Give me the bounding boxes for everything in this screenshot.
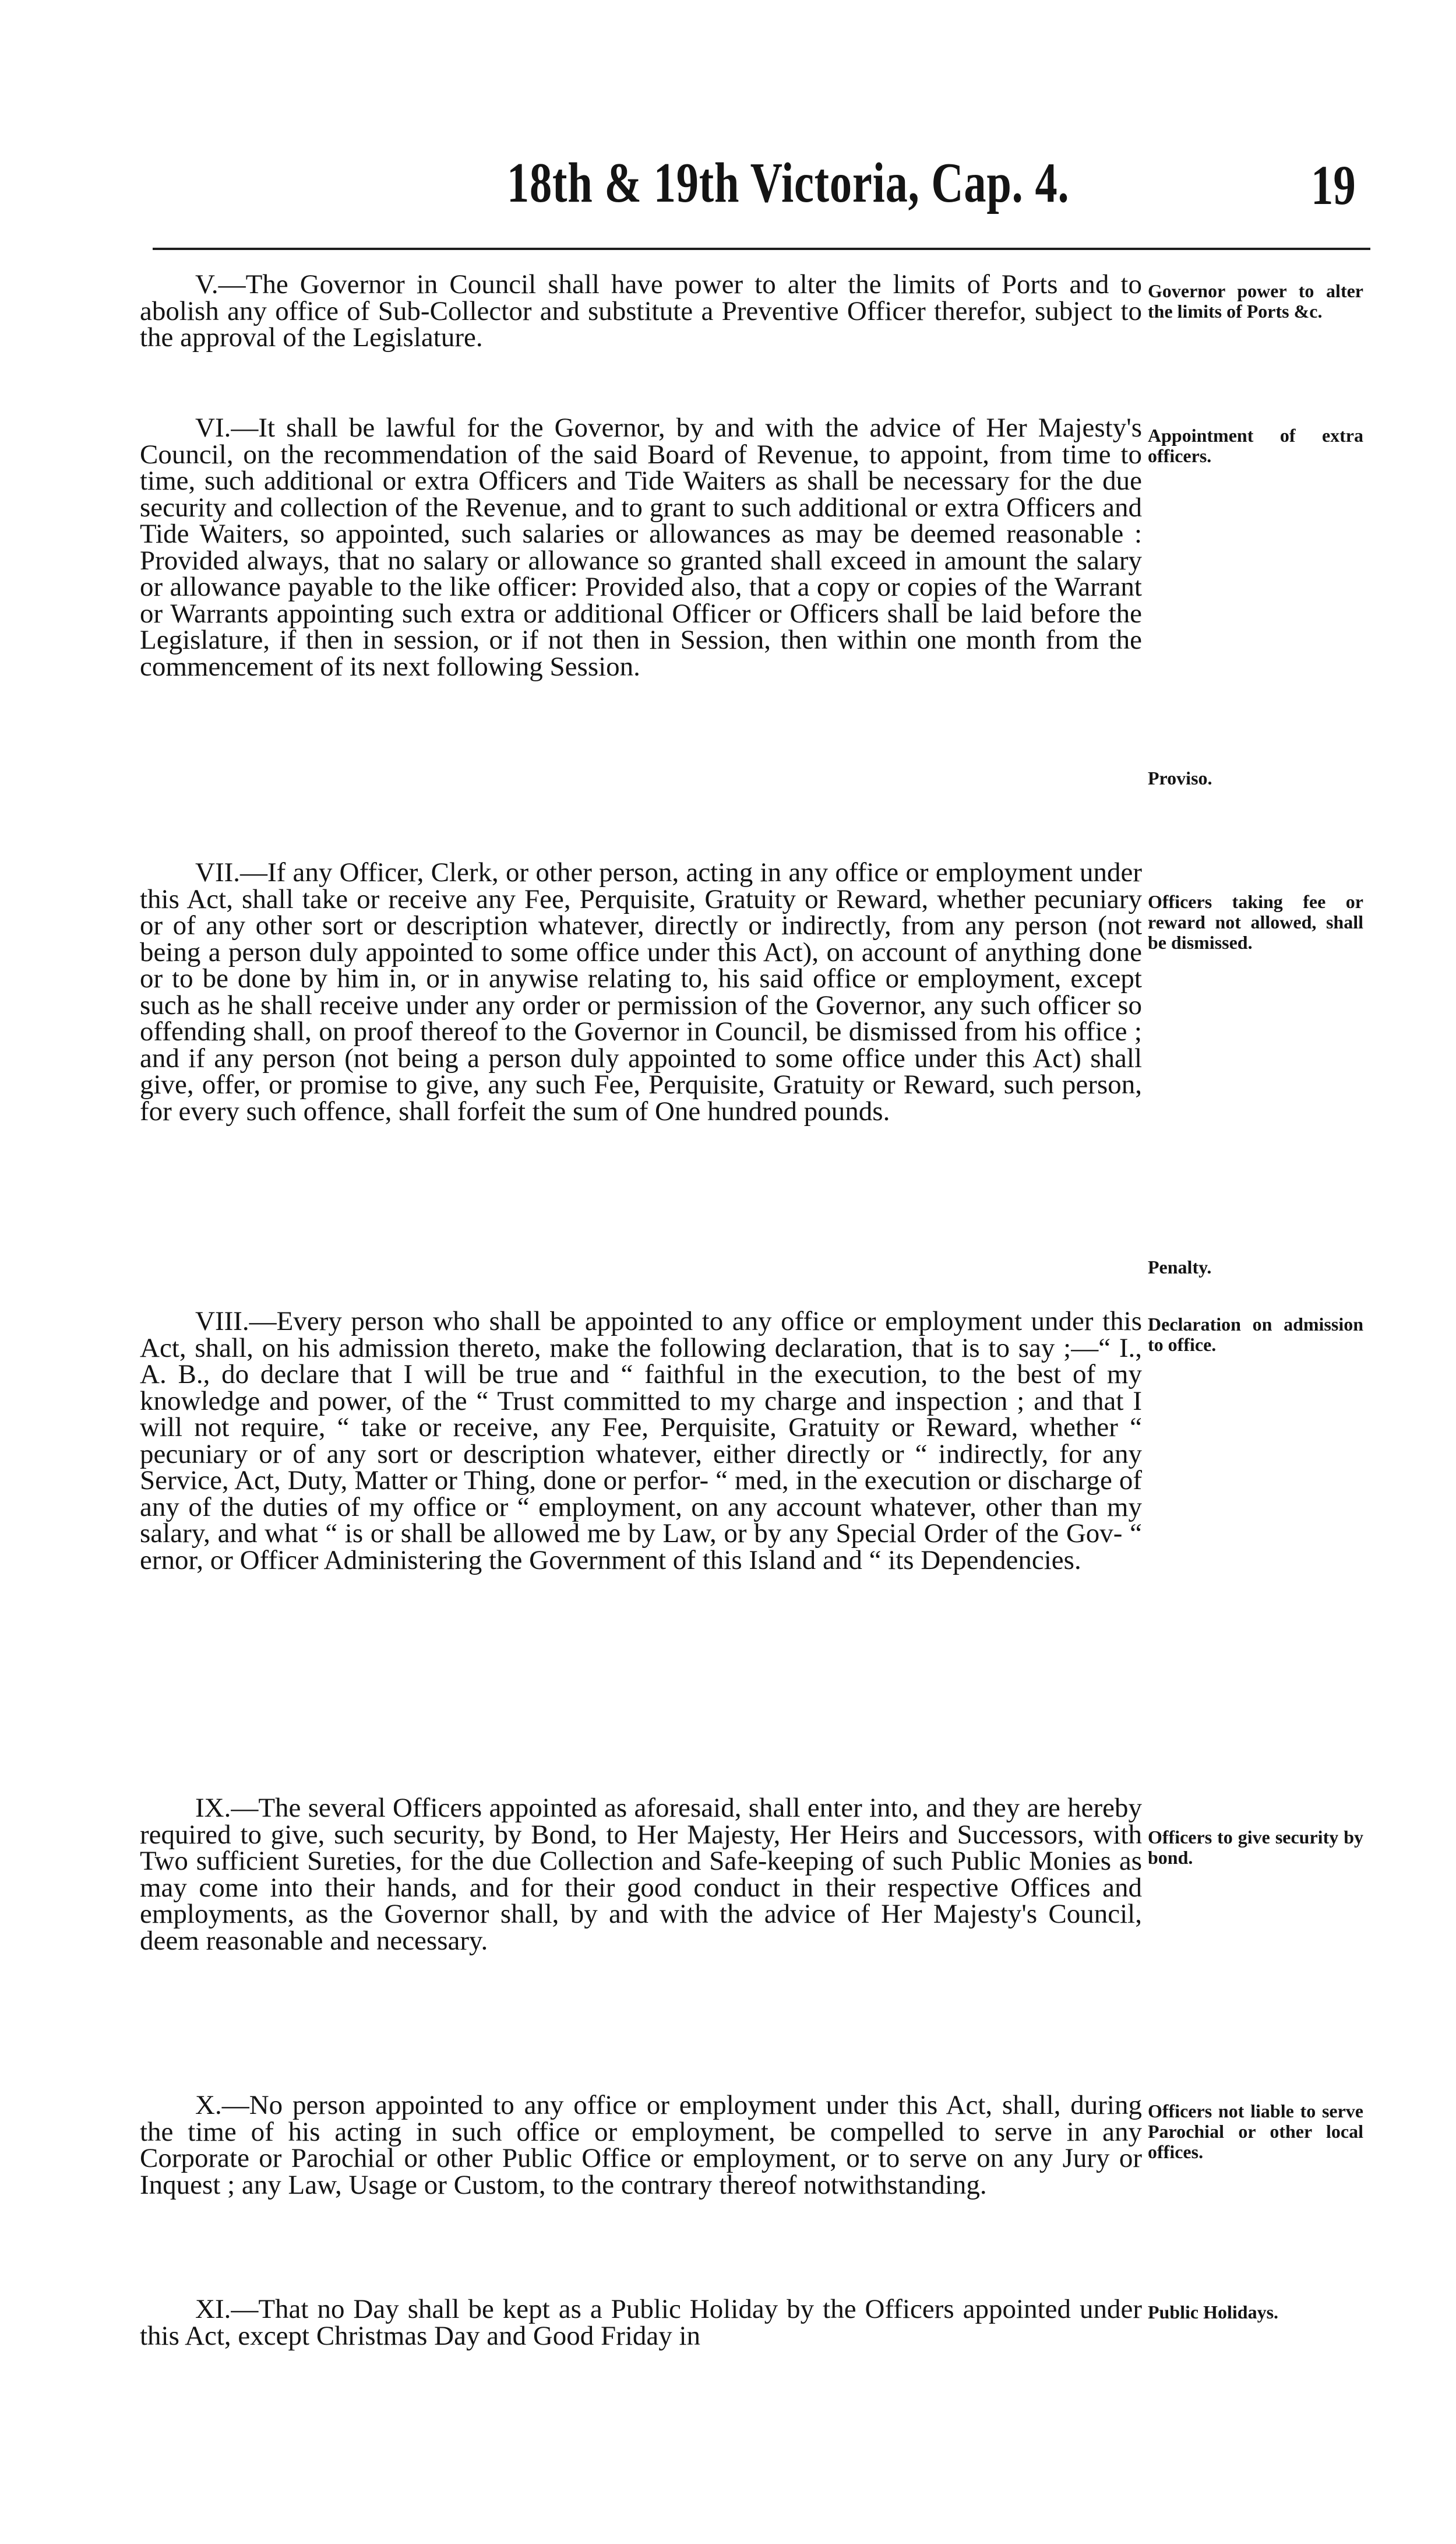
margin-note-appointment-extra-officers: Appointment of extra officers.: [1148, 425, 1363, 466]
margin-note-proviso: Proviso.: [1148, 768, 1212, 789]
margin-note-not-liable-to-serve: Officers not liable to serve Parochial or other local offices.: [1148, 2100, 1363, 2162]
running-header-title: 18th & 19th Victoria, Cap. 4.: [507, 152, 1070, 214]
margin-note-officers-taking-fee: Officers taking fee or reward not allowed, shall be dismissed.: [1148, 891, 1363, 953]
margin-note-public-holidays: Public Holidays.: [1148, 2302, 1279, 2323]
section-x-text: X.—No person appointed to any office or employment under this Act, shall, during the time of his acting in such office or employment, be compelled to serve in any Corporate or Parochial or other Public Office or employment, or to serve on any Jury or Inquest ; any Law, Usage or Custom, to the contrary thereof notwithstanding.: [140, 2090, 1142, 2200]
margin-note-penalty: Penalty.: [1148, 1257, 1212, 1278]
section-vi-text: VI.—It shall be lawful for the Governor, by and with the advice of Her Majesty's Council, on the recommendation of the said Board of Revenue, to appoint, from time to time, such additional or extra Officers and Tide Waiters as shall be necessary for the due security and collection of the Revenue, and to grant to such additional or extra Officers and Tide Waiters, so appointed, such salaries or allowances as may be deemed reasonable : Provided always, that no salary or allowance so granted shall exceed in amount the salary or allowance payable to the like officer: Provided also, that a copy or copies of the Warrant or Warrants appointing such extra or additional Officer or Officers shall be laid before the Legislature, if then in session, or if not then in Session, then within one month from the commencement of its next following Session.: [140, 413, 1142, 682]
page-number: 19: [1311, 154, 1356, 216]
section-xi-text: XI.—That no Day shall be kept as a Public Holiday by the Officers appointed under this Act, except Christmas Day and Good Friday in: [140, 2294, 1142, 2351]
margin-note-governor-power: Governor power to alter the limits of Ports &c.: [1148, 280, 1363, 322]
header-rule: [153, 248, 1370, 250]
section-vii-text: VII.—If any Officer, Clerk, or other person, acting in any office or employment under this Act, shall take or receive any Fee, Perquisite, Gratuity or Reward, whether pecuniary or of any other sort or description whatever, directly or indirectly, from any person (not being a person duly appointed to some office under this Act), on account of anything done or to be done by him in, or in anywise relating to, his said office or employment, except such as he shall receive under any order or permission of the Governor, any such officer so offending shall, on proof thereof to the Governor in Council, be dismissed from his office ; and if any person (not being a person duly appointed to some office under this Act) shall give, offer, or promise to give, any such Fee, Perquisite, Gratuity or Reward, such person, for every such offence, shall forfeit the sum of One hundred pounds.: [140, 857, 1142, 1127]
margin-note-security-by-bond: Officers to give security by bond.: [1148, 1827, 1363, 1868]
section-v-text: V.—The Governor in Council shall have power to alter the limits of Ports and to abolish any office of Sub-Collector and substitute a Preventive Officer therefor, subject to the approval of the Legislature.: [140, 269, 1142, 353]
margin-note-declaration: Declaration on admission to office.: [1148, 1314, 1363, 1355]
section-viii-text: VIII.—Every person who shall be appointed to any office or employment under this Act, shall, on his admission thereto, make the following declaration, that is to say ;—“ I., A. B., do declare that I will be true and “ faithful in the execution, to the best of my knowledge and power, of the “ Trust committed to my charge and inspection ; and that I will not require, “ take or receive, any Fee, Perquisite, Gratuity or Reward, whether “ pecuniary or of any sort or description whatever, either directly or “ indirectly, for any Service, Act, Duty, Matter or Thing, done or perfor- “ med, in the execution or discharge of any of the duties of my office or “ employment, on any account whatever, other than my salary, and what “ is or shall be allowed me by Law, or by any Special Order of the Gov- “ ernor, or Officer Administering the Government of this Island and “ its Dependencies.: [140, 1306, 1142, 1575]
section-ix-text: IX.—The several Officers appointed as aforesaid, shall enter into, and they are hereby required to give, such security, by Bond, to Her Majesty, Her Heirs and Successors, with Two sufficient Sureties, for the due Collection and Safe-keeping of such Public Monies as may come into their hands, and for their good conduct in their respective Offices and employments, as the Governor shall, by and with the advice of Her Majesty's Council, deem reasonable and necessary.: [140, 1793, 1142, 1956]
